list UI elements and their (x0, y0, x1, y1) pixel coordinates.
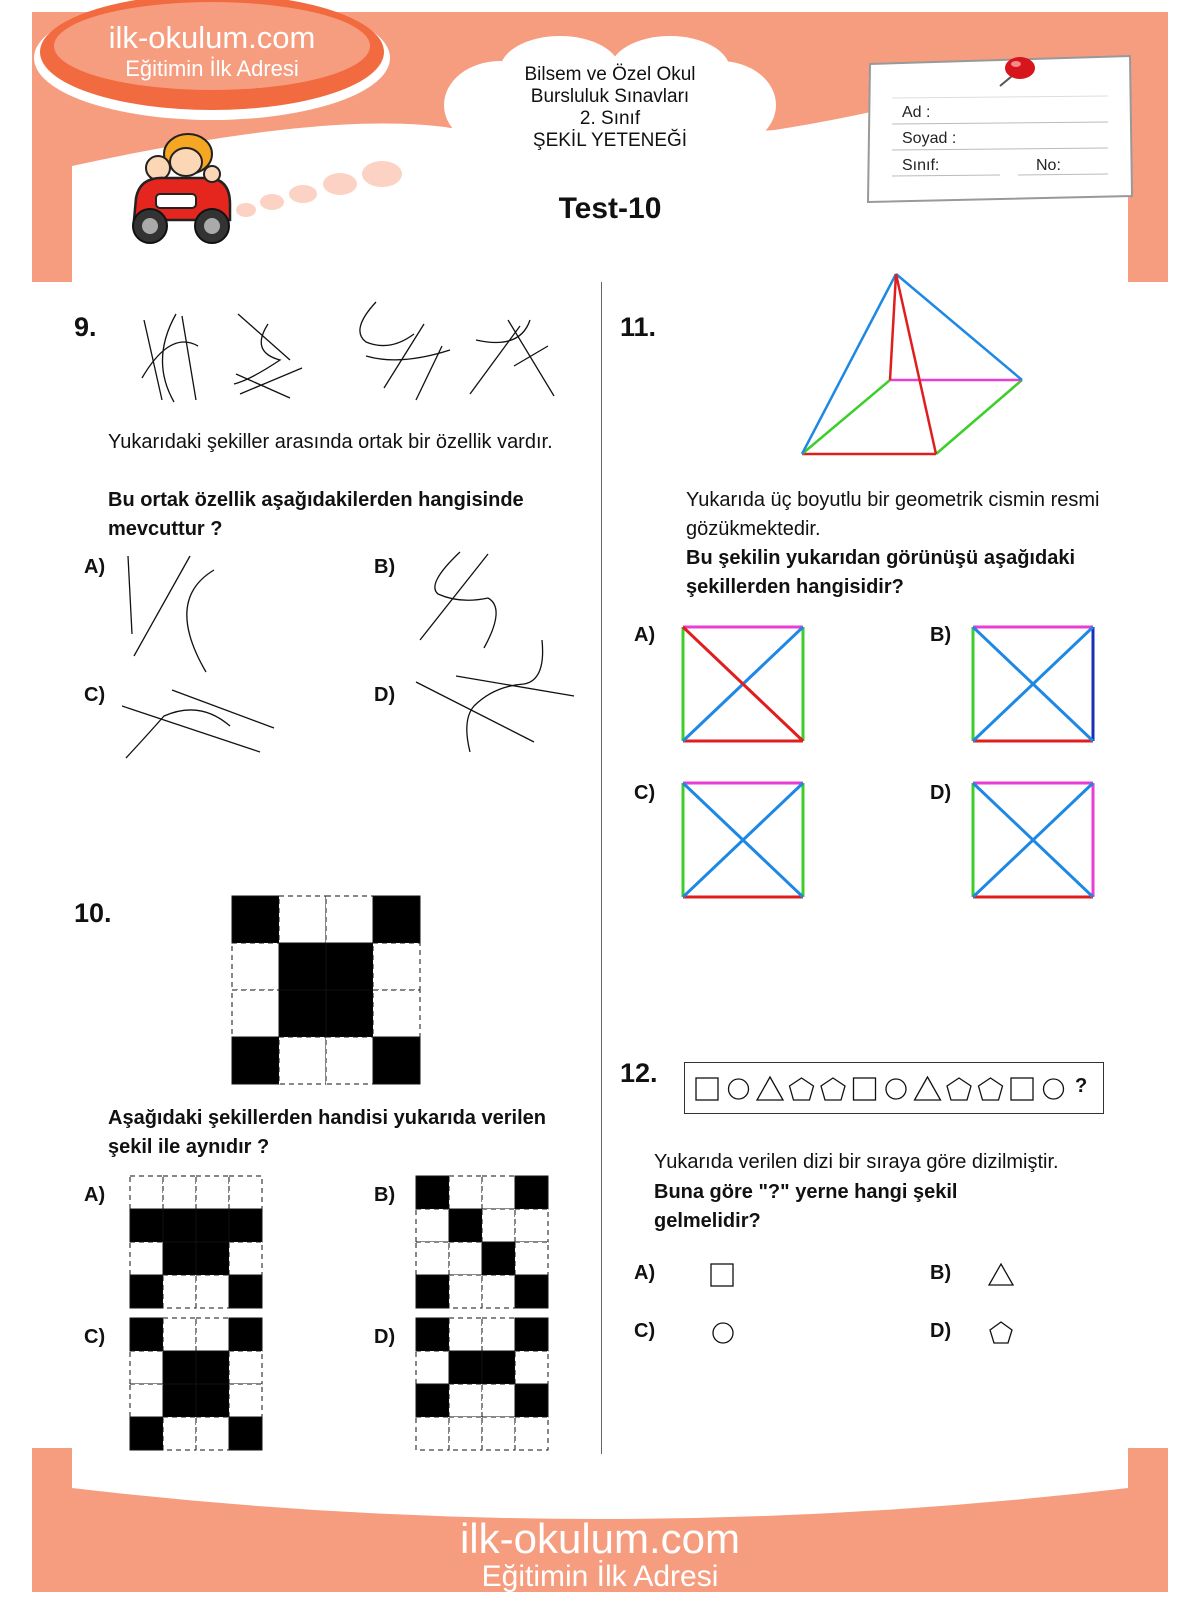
shape-sequence (693, 1075, 1073, 1103)
triangle-icon (915, 1077, 941, 1100)
square-icon (1011, 1078, 1033, 1100)
grid-cell-empty (326, 1037, 373, 1084)
grid-cell-filled (515, 1275, 548, 1308)
grid-cell-empty (229, 1242, 262, 1275)
option-b-grid[interactable] (414, 1174, 550, 1310)
grid-cell-empty (482, 1275, 515, 1308)
red-pushpin-icon (990, 50, 1040, 94)
option-c-label[interactable]: C) (634, 782, 656, 804)
pentagon-icon (979, 1078, 1003, 1100)
grid-cell-filled (482, 1351, 515, 1384)
cloud-line-4: ŞEKİL YETENEĞİ (532, 130, 688, 151)
option-d-grid[interactable] (414, 1316, 550, 1452)
question-prompt: Bu şekilin yukarıdan görünüşü aşağıdaki şekillerden hangisidir? (686, 547, 1075, 598)
grid-cell-filled (196, 1351, 229, 1384)
question-prompt: Buna göre "?" yerne hangi şekil gelmelidir? (654, 1181, 958, 1232)
grid-cell-empty (373, 990, 420, 1037)
grid-cell-filled (279, 990, 326, 1037)
option-a-grid[interactable] (128, 1174, 264, 1310)
pentagon-icon (790, 1078, 814, 1100)
option-a-label[interactable]: A) (634, 624, 656, 646)
grid-cell-empty (130, 1176, 163, 1209)
option-d-figure[interactable] (970, 780, 1100, 904)
question-number: 11. (620, 312, 657, 342)
grid-cell-empty (279, 1037, 326, 1084)
pentagon-icon[interactable] (986, 1318, 1016, 1348)
question-text: Yukarıda üç boyutlu bir geometrik cismin resmi gözükmektedir. (686, 489, 1100, 540)
grid-cell-empty (232, 943, 279, 990)
grid-cell-filled (416, 1318, 449, 1351)
circle-icon[interactable] (708, 1318, 738, 1348)
sequence-question-mark: ? (1075, 1075, 1088, 1097)
square-icon (696, 1078, 718, 1100)
grid-cell-empty (482, 1318, 515, 1351)
grid-cell-empty (326, 896, 373, 943)
grid-cell-filled (373, 896, 420, 943)
question-number: 10. (74, 898, 112, 928)
grid-cell-empty (515, 1351, 548, 1384)
cloud-line-1: Bilsem ve Özel Okul (524, 64, 696, 85)
grid-cell-empty (232, 990, 279, 1037)
question-text: Yukarıda verilen dizi bir sıraya göre dizilmiştir. (654, 1151, 1059, 1173)
option-d-label[interactable]: D) (930, 782, 952, 804)
grid-cell-filled (130, 1275, 163, 1308)
test-title: Test-10 (558, 192, 662, 225)
grid-cell-empty (196, 1318, 229, 1351)
option-a-label[interactable]: A) (634, 1262, 656, 1284)
grid-cell-filled (130, 1209, 163, 1242)
footer-subtitle: Eğitimin İlk Adresi (481, 1560, 719, 1593)
option-d-label[interactable]: D) (930, 1320, 952, 1342)
grid-cell-filled (130, 1318, 163, 1351)
grid-cell-empty (482, 1384, 515, 1417)
grid-cell-empty (482, 1176, 515, 1209)
grid-cell-empty (416, 1242, 449, 1275)
grid-cell-empty (449, 1318, 482, 1351)
grid-cell-empty (196, 1275, 229, 1308)
grid-cell-filled (326, 943, 373, 990)
cloud-subtitle (480, 64, 740, 152)
grid-cell-empty (229, 1351, 262, 1384)
grid-cell-filled (482, 1242, 515, 1275)
option-a-figure[interactable] (120, 544, 230, 676)
circle-icon (729, 1079, 749, 1099)
grid-cell-empty (416, 1351, 449, 1384)
grid-cell-empty (373, 943, 420, 990)
grid-cell-filled (229, 1318, 262, 1351)
line-figures (130, 290, 570, 416)
number-label: No: (1036, 157, 1061, 174)
grid-cell-filled (416, 1384, 449, 1417)
grid-cell-filled (163, 1351, 196, 1384)
column-divider (601, 282, 602, 1454)
question-number: 9. (74, 312, 97, 342)
grid-cell-filled (232, 896, 279, 943)
grid-cell-filled (449, 1351, 482, 1384)
grid-cell-filled (229, 1209, 262, 1242)
grid-cell-empty (163, 1176, 196, 1209)
pentagon-icon (947, 1078, 971, 1100)
question-text: Yukarıdaki şekiller arasında ortak bir özellik vardır. (108, 431, 553, 453)
option-b-label[interactable]: B) (374, 1184, 396, 1206)
question-prompt: Bu ortak özellik aşağıdakilerden hangisinde mevcuttur ? (108, 489, 524, 540)
footer-title[interactable]: ilk-okulum.com (459, 1515, 741, 1562)
brand-title[interactable]: ilk-okulum.com (108, 20, 316, 55)
grid-cell-filled (196, 1242, 229, 1275)
grid-cell-empty (130, 1384, 163, 1417)
triangle-icon (757, 1077, 783, 1100)
grid-cell-filled (163, 1384, 196, 1417)
grid-cell-empty (229, 1176, 262, 1209)
option-d-label[interactable]: D) (374, 684, 396, 706)
grid-cell-filled (449, 1209, 482, 1242)
sequence-box (684, 1062, 1104, 1114)
name-label: Ad : (902, 104, 931, 121)
pentagon-icon (821, 1078, 845, 1100)
class-label: Sınıf: (902, 157, 940, 174)
triangle-icon[interactable] (986, 1260, 1016, 1290)
pyramid-figure (800, 270, 1050, 470)
square-icon (854, 1078, 876, 1100)
cartoon-car-driver-icon (126, 128, 238, 252)
grid-cell-empty (416, 1209, 449, 1242)
option-a-label[interactable]: A) (84, 556, 106, 578)
cloud-line-2: Bursluluk Sınavları (530, 86, 690, 107)
option-c-figure[interactable] (120, 686, 280, 766)
grid-cell-empty (449, 1242, 482, 1275)
grid-cell-empty (130, 1351, 163, 1384)
option-b-label[interactable]: B) (930, 1262, 952, 1284)
grid-cell-empty (449, 1275, 482, 1308)
grid-cell-filled (196, 1384, 229, 1417)
grid-cell-filled (416, 1275, 449, 1308)
grid-cell-filled (232, 1037, 279, 1084)
option-b-label[interactable]: B) (374, 556, 396, 578)
grid-cell-empty (515, 1209, 548, 1242)
grid-cell-empty (163, 1275, 196, 1308)
option-a-label[interactable]: A) (84, 1184, 106, 1206)
option-a-figure[interactable] (680, 624, 810, 748)
footer-brand (0, 1515, 1200, 1594)
grid-cell-empty (229, 1384, 262, 1417)
grid-cell-empty (515, 1242, 548, 1275)
grid-cell-filled (515, 1176, 548, 1209)
option-b-figure[interactable] (970, 624, 1100, 748)
option-c-figure[interactable] (680, 780, 810, 904)
grid-cell-filled (163, 1209, 196, 1242)
grid-cell-empty (449, 1384, 482, 1417)
circle-icon (886, 1079, 906, 1099)
option-c-grid[interactable] (128, 1316, 264, 1452)
grid-cell-empty (163, 1318, 196, 1351)
cloud-line-3: 2. Sınıf (579, 108, 641, 129)
surname-label: Soyad : (902, 130, 957, 147)
grid-cell-filled (515, 1318, 548, 1351)
option-c-label[interactable]: C) (84, 1326, 106, 1348)
grid-cell-empty (279, 896, 326, 943)
grid-cell-empty (449, 1176, 482, 1209)
brand-subtitle: Eğitimin İlk Adresi (125, 56, 299, 81)
main-grid (230, 894, 422, 1086)
option-b-label[interactable]: B) (930, 624, 952, 646)
question-number: 12. (620, 1058, 658, 1088)
option-d-figure[interactable] (414, 640, 578, 756)
option-c-label[interactable]: C) (634, 1320, 656, 1342)
grid-cell-empty (130, 1242, 163, 1275)
question-prompt: Aşağıdaki şekillerden handisi yukarıda verilen şekil ile aynıdır ? (108, 1107, 546, 1158)
grid-cell-filled (196, 1209, 229, 1242)
grid-cell-empty (482, 1209, 515, 1242)
grid-cell-filled (373, 1037, 420, 1084)
grid-cell-filled (416, 1176, 449, 1209)
grid-cell-empty (196, 1176, 229, 1209)
grid-cell-filled (279, 943, 326, 990)
grid-cell-filled (326, 990, 373, 1037)
square-icon[interactable] (708, 1260, 738, 1290)
circle-icon (1044, 1079, 1064, 1099)
option-c-label[interactable]: C) (84, 684, 106, 706)
grid-cell-filled (163, 1242, 196, 1275)
grid-cell-filled (515, 1384, 548, 1417)
option-d-label[interactable]: D) (374, 1326, 396, 1348)
grid-cell-filled (229, 1275, 262, 1308)
